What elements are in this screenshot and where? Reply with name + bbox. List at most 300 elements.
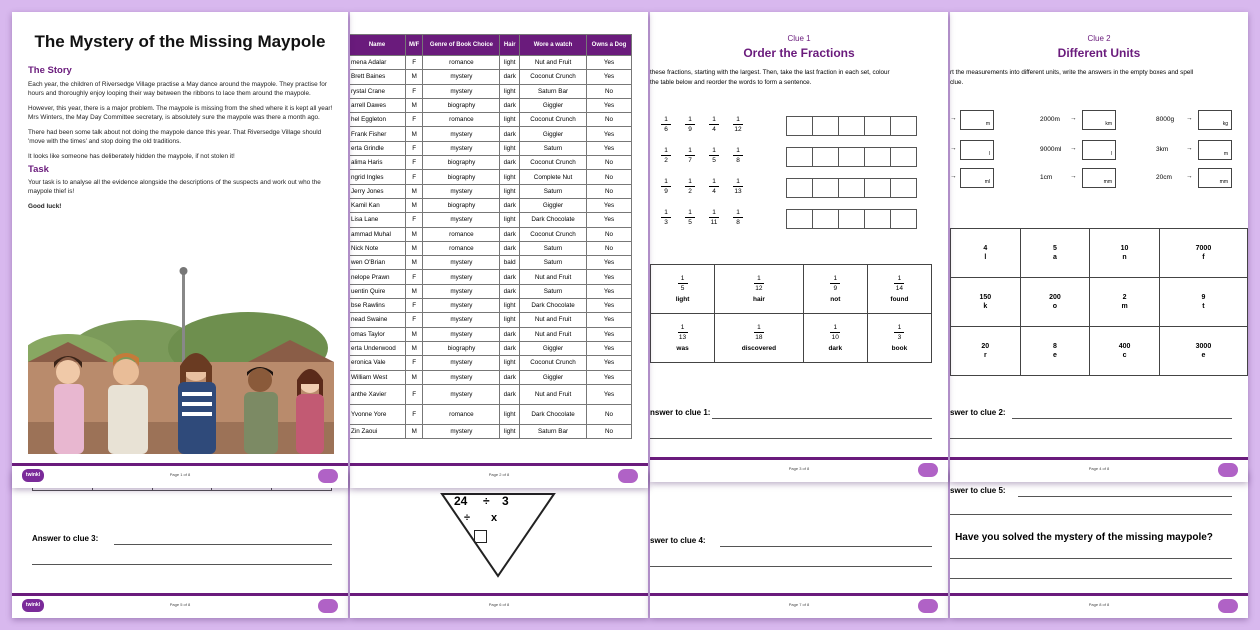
table-cell: light [500,113,520,127]
column-header: M/F [406,35,423,56]
table-cell: Saturn [520,284,587,298]
table-cell: M [406,98,423,112]
table-cell: dark [500,341,520,355]
page-footer [12,593,348,618]
table-row [350,156,632,170]
badge-icon [318,469,338,483]
answer-box[interactable] [890,209,917,229]
table-cell: romance [423,227,500,241]
task-heading: Task [28,164,49,175]
answer-line[interactable] [950,514,1232,515]
numerator: 1 [688,178,692,185]
numerator: 1 [897,324,902,331]
fraction [823,275,847,292]
answer-box[interactable] [864,147,891,167]
table-row [350,404,632,424]
arrow-icon: → [1186,115,1193,122]
table-cell: No [587,113,632,127]
table-cell: erta Grindle [350,141,406,155]
table-cell: dark [500,284,520,298]
table-row [350,141,632,155]
word-cell[interactable] [715,265,804,314]
table-cell: No [587,156,632,170]
answer-box[interactable] [890,116,917,136]
fraction [887,324,911,341]
letter-cell[interactable] [1090,229,1160,278]
answer-clue-3-label: Answer to clue 3: [32,534,99,543]
numerator: 1 [688,209,692,216]
fraction [747,275,771,292]
table-cell: light [500,141,520,155]
denominator: 2 [688,188,692,195]
answer-line[interactable] [950,558,1232,559]
unit-answer-box[interactable]: km [1082,110,1116,130]
table-cell: mystery [423,270,500,284]
table-cell: light [500,170,520,184]
table-cell: Yes [587,141,632,155]
table-cell: Jerry Jones [350,184,406,198]
story-heading: The Story [28,65,72,76]
table-cell: M [406,327,423,341]
numerator: 1 [688,116,692,123]
table-row [350,113,632,127]
fraction-bar [894,332,904,333]
table-cell: Nut and Fruit [520,313,587,327]
answer-box[interactable] [786,116,813,136]
word: found [890,296,909,303]
table-row [350,270,632,284]
triangle-mid-var: x [491,512,498,524]
table-cell: anthe Xavier [350,384,406,404]
table-cell: Giggler [520,127,587,141]
fraction-bar [733,217,743,218]
measurement-label: 1cm [1040,174,1053,181]
table-row [951,229,1248,278]
answer-line[interactable] [720,546,932,547]
word-cell[interactable] [715,314,804,363]
letter-cell[interactable] [1159,229,1247,278]
word-cell[interactable] [651,265,715,314]
answer-box[interactable] [838,116,865,136]
fraction-bar [709,155,719,156]
table-row [350,213,632,227]
table-cell: dark [500,227,520,241]
table-row [350,370,632,384]
denominator: 4 [712,188,716,195]
answer-box[interactable] [812,178,839,198]
denominator: 10 [831,334,839,341]
answer-box[interactable] [812,116,839,136]
table-cell: F [406,56,423,70]
unit-answer-box[interactable]: m [1198,140,1232,160]
letter-cell[interactable] [951,229,1021,278]
story-paragraph: There had been some talk about not doing the maypole dance this year. That Riversedge Village should 'move with the times' and stop doing the old traditions. [28,128,322,145]
answer-box[interactable] [838,209,865,229]
column-header: Name [350,35,406,56]
table-cell: M [406,370,423,384]
numerator: 1 [712,178,716,185]
good-luck: Good luck! [28,202,62,210]
answer-box[interactable] [786,147,813,167]
column-header: Genre of Book Choice [423,35,500,56]
denominator: 9 [688,126,692,133]
table-row [350,299,632,313]
table-cell: mystery [423,370,500,384]
table-cell: F [406,270,423,284]
table-cell: mystery [423,313,500,327]
numerator: 1 [833,324,838,331]
table-cell: Lisa Lane [350,213,406,227]
measurement-label: 8000g [1156,116,1175,123]
page-5 [12,470,348,618]
fraction [678,116,702,133]
cell-number: 2 [1122,294,1127,301]
table-cell: mena Adalar [350,56,406,70]
answer-line[interactable] [650,566,932,567]
table-cell: Yvonne Yore [350,404,406,424]
numerator: 1 [736,116,740,123]
cell-number: 20 [981,343,990,350]
word-cell[interactable] [651,314,715,363]
unit-answer-box[interactable]: mm [1082,168,1116,188]
table-cell: Complete Nut [520,170,587,184]
table-cell: mystery [423,256,500,270]
fraction-bar [661,186,671,187]
ordering-boxes [786,209,916,229]
unit-answer-box[interactable]: mm [1198,168,1232,188]
fraction-bar [733,124,743,125]
table-cell: F [406,170,423,184]
fraction-bar [709,186,719,187]
answer-box[interactable] [838,147,865,167]
cell-number: 8 [1052,343,1057,350]
table-cell: bald [500,256,520,270]
table-cell: William West [350,370,406,384]
table-cell: Yes [587,198,632,212]
table-cell: M [406,184,423,198]
table-cell: M [406,341,423,355]
table-cell: hel Eggleton [350,113,406,127]
table-cell: romance [423,241,500,255]
table-cell: M [406,284,423,298]
table-cell: mystery [423,184,500,198]
word: light [675,296,690,303]
table-cell: F [406,156,423,170]
table-cell: M [406,256,423,270]
page-footer [950,593,1248,618]
table-cell: rystal Crane [350,84,406,98]
table-cell: Yes [587,256,632,270]
table-cell: Yes [587,56,632,70]
cell-letter: e [1201,352,1206,359]
letter-cell[interactable] [951,327,1021,376]
table-cell: romance [423,404,500,424]
page-number: Page 7 of 8 [788,602,810,607]
table-header-row [350,35,632,56]
arrow-icon: → [950,173,957,180]
fraction [654,147,678,164]
badge-icon [1218,463,1238,477]
table-cell: light [500,299,520,313]
numerator: 1 [712,116,716,123]
cell-number: 200 [1049,294,1061,301]
denominator: 8 [736,157,740,164]
fraction-bar [709,124,719,125]
denominator: 14 [895,285,904,292]
letter-cell[interactable] [951,278,1021,327]
page-title: The Mystery of the Missing Maypole [34,32,326,51]
letter-cell[interactable] [1090,327,1160,376]
suspects-table [350,34,632,439]
denominator: 13 [678,334,687,341]
final-question: Have you solved the mystery of the missing maypole? [955,532,1213,543]
clue-title: Order the Fractions [743,46,855,60]
table-cell: No [587,241,632,255]
table-cell: Yes [587,70,632,84]
table-cell: No [587,170,632,184]
triangle-mid-op: ÷ [464,512,471,524]
table-cell: mystery [423,84,500,98]
cell-number: 150 [979,294,992,301]
answer-line[interactable] [712,418,932,419]
table-cell: mystery [423,356,500,370]
triangle-top-left: 24 [454,494,468,508]
cell-letter: m [1121,303,1128,310]
table-cell: dark [500,156,520,170]
numerator: 1 [757,275,761,282]
table-cell: Dark Chocolate [520,213,587,227]
arrow-icon: → [1070,115,1077,122]
table-cell: mystery [423,284,500,298]
table-cell: alima Haris [350,156,406,170]
table-cell: Giggler [520,341,587,355]
table-cell: dark [500,370,520,384]
table-cell: dark [500,384,520,404]
table-row [350,424,632,438]
page-7 [650,470,948,618]
table-row [350,170,632,184]
denominator: 12 [755,285,763,292]
answer-box[interactable] [890,178,917,198]
ordering-boxes [786,147,916,167]
unit-answer-box[interactable]: l [1082,140,1116,160]
table-cell: dark [500,127,520,141]
table-row [350,384,632,404]
table-cell: Saturn [520,184,587,198]
unit-answer-box[interactable]: m [960,110,994,130]
answer-box[interactable] [864,209,891,229]
table-cell: mystery [423,327,500,341]
table-cell: Kamil Kan [350,198,406,212]
table-cell: dark [500,270,520,284]
letter-cell[interactable] [1159,278,1247,327]
page-8 [950,470,1248,618]
table-cell: biography [423,170,500,184]
ordering-boxes [786,178,916,198]
fraction [702,147,726,164]
instructions-line: these fractions, starting with the largest. Then, take the last fraction in each set, colour [650,69,890,76]
answer-line[interactable] [114,544,332,545]
cell-letter: f [1202,254,1205,261]
word: dark [828,345,843,352]
numerator: 1 [833,275,838,282]
letter-cell[interactable] [1090,278,1160,327]
table-cell: mystery [423,384,500,404]
cell-letter: l [984,254,987,261]
table-cell: mystery [423,424,500,438]
clue-label: Clue 2 [1087,34,1111,43]
table-cell: light [500,424,520,438]
table-cell: light [500,213,520,227]
table-cell: M [406,241,423,255]
fraction [654,209,678,226]
clue-label: Clue 1 [787,34,811,43]
table-cell: Yes [587,299,632,313]
village-children-illustration [28,262,334,454]
answer-box[interactable] [864,178,891,198]
story-section [28,66,334,211]
page-number: Page 4 of 8 [1088,466,1110,471]
arrow-icon: → [950,115,957,122]
arrow-icon: → [1070,173,1077,180]
unit-answer-box[interactable]: ml [960,168,994,188]
table-cell: dark [500,98,520,112]
measurement-label: 20cm [1156,174,1172,181]
cell-number: 3000 [1195,343,1212,350]
denominator: 18 [755,334,763,341]
table-cell: mystery [423,70,500,84]
table-cell: Coconut Crunch [520,113,587,127]
table-cell: Yes [587,356,632,370]
answer-box[interactable] [890,147,917,167]
table-row [951,327,1248,376]
word-cell[interactable] [803,314,867,363]
table-cell: F [406,113,423,127]
answer-box[interactable] [864,116,891,136]
unit-answer-box[interactable]: l [960,140,994,160]
answer-clue-5-label: swer to clue 5: [950,486,1006,495]
answer-box[interactable] [812,209,839,229]
cell-letter: t [1202,303,1205,310]
denominator: 9 [833,285,838,292]
table-cell: Yes [587,270,632,284]
table-cell: F [406,213,423,227]
answer-box[interactable] [838,178,865,198]
table-cell: mystery [423,299,500,313]
cell-letter: o [1052,303,1058,310]
answer-box[interactable] [474,530,487,543]
answer-line[interactable] [950,578,1232,579]
answer-line[interactable] [650,438,932,439]
table-cell: Nick Note [350,241,406,255]
table-cell: F [406,313,423,327]
table-row [651,265,932,314]
table-row [350,56,632,70]
word: hair [752,296,765,303]
table-cell: arrell Dawes [350,98,406,112]
fraction [702,209,726,226]
fraction-set [654,116,750,133]
fraction-set [654,209,750,226]
answer-line[interactable] [1012,418,1232,419]
answer-line[interactable] [950,438,1232,439]
table-cell: mystery [423,141,500,155]
page-footer [650,457,948,482]
fraction-bar [685,124,695,125]
table-row [350,356,632,370]
fraction-bar [754,283,764,284]
page-footer [350,463,648,488]
table-cell: light [500,356,520,370]
table-cell: No [587,184,632,198]
fraction [726,178,750,195]
table-cell: No [587,84,632,98]
unit-answer-box[interactable]: kg [1198,110,1232,130]
fraction [678,147,702,164]
table-cell: dark [500,241,520,255]
answer-box[interactable] [812,147,839,167]
table-row [350,70,632,84]
cell-letter: r [983,352,987,359]
page-1-story [12,12,348,488]
instructions [950,68,1240,88]
table-cell: Coconut Crunch [520,70,587,84]
column-header: Hair [500,35,520,56]
word-cell[interactable] [867,265,931,314]
table-row [350,284,632,298]
table-cell: Zin Zaoui [350,424,406,438]
answer-box[interactable] [786,209,813,229]
badge-icon [1218,599,1238,613]
word-cell[interactable] [803,265,867,314]
table-cell: light [500,84,520,98]
column-header: Owns a Dog [587,35,632,56]
page-number: Page 8 of 8 [1088,602,1110,607]
badge-icon [918,463,938,477]
twinkl-logo: twinkl [22,599,44,612]
letter-cell[interactable] [1159,327,1247,376]
answer-box[interactable] [786,178,813,198]
fraction [823,324,847,341]
arrow-icon: → [1070,145,1077,152]
triangle-op: ÷ [483,494,490,508]
answer-line[interactable] [1018,496,1232,497]
letter-cell[interactable] [1020,278,1090,327]
word: book [891,345,908,352]
table-cell: biography [423,98,500,112]
denominator: 11 [710,219,718,226]
table-cell: Dark Chocolate [520,404,587,424]
word-cell[interactable] [867,314,931,363]
denominator: 13 [734,188,742,195]
table-cell: Nut and Fruit [520,384,587,404]
cell-number: 9 [1201,294,1206,301]
instructions-line: clue. [950,79,964,86]
fraction-bar [830,283,840,284]
letter-cell[interactable] [1020,327,1090,376]
answer-line[interactable] [32,564,332,565]
instructions-line: the table below and reorder the words to form a sentence. [650,79,812,86]
task-text: Your task is to analyse all the evidence alongside the descriptions of the suspects and work out who the maypole thief is! [28,178,321,195]
table-cell: F [406,404,423,424]
cell-letter: n [1122,254,1127,261]
table-row [651,314,932,363]
story-paragraph: However, this year, there is a major problem. The maypole is missing from the shed where it is kept all year! Mrs Winters, the May Day Committee secretary, is absolutely sure the maypole was there a month ago. [28,104,333,121]
letter-cell[interactable] [1020,229,1090,278]
instructions [650,68,942,88]
fraction-bar [685,186,695,187]
table-row [350,227,632,241]
